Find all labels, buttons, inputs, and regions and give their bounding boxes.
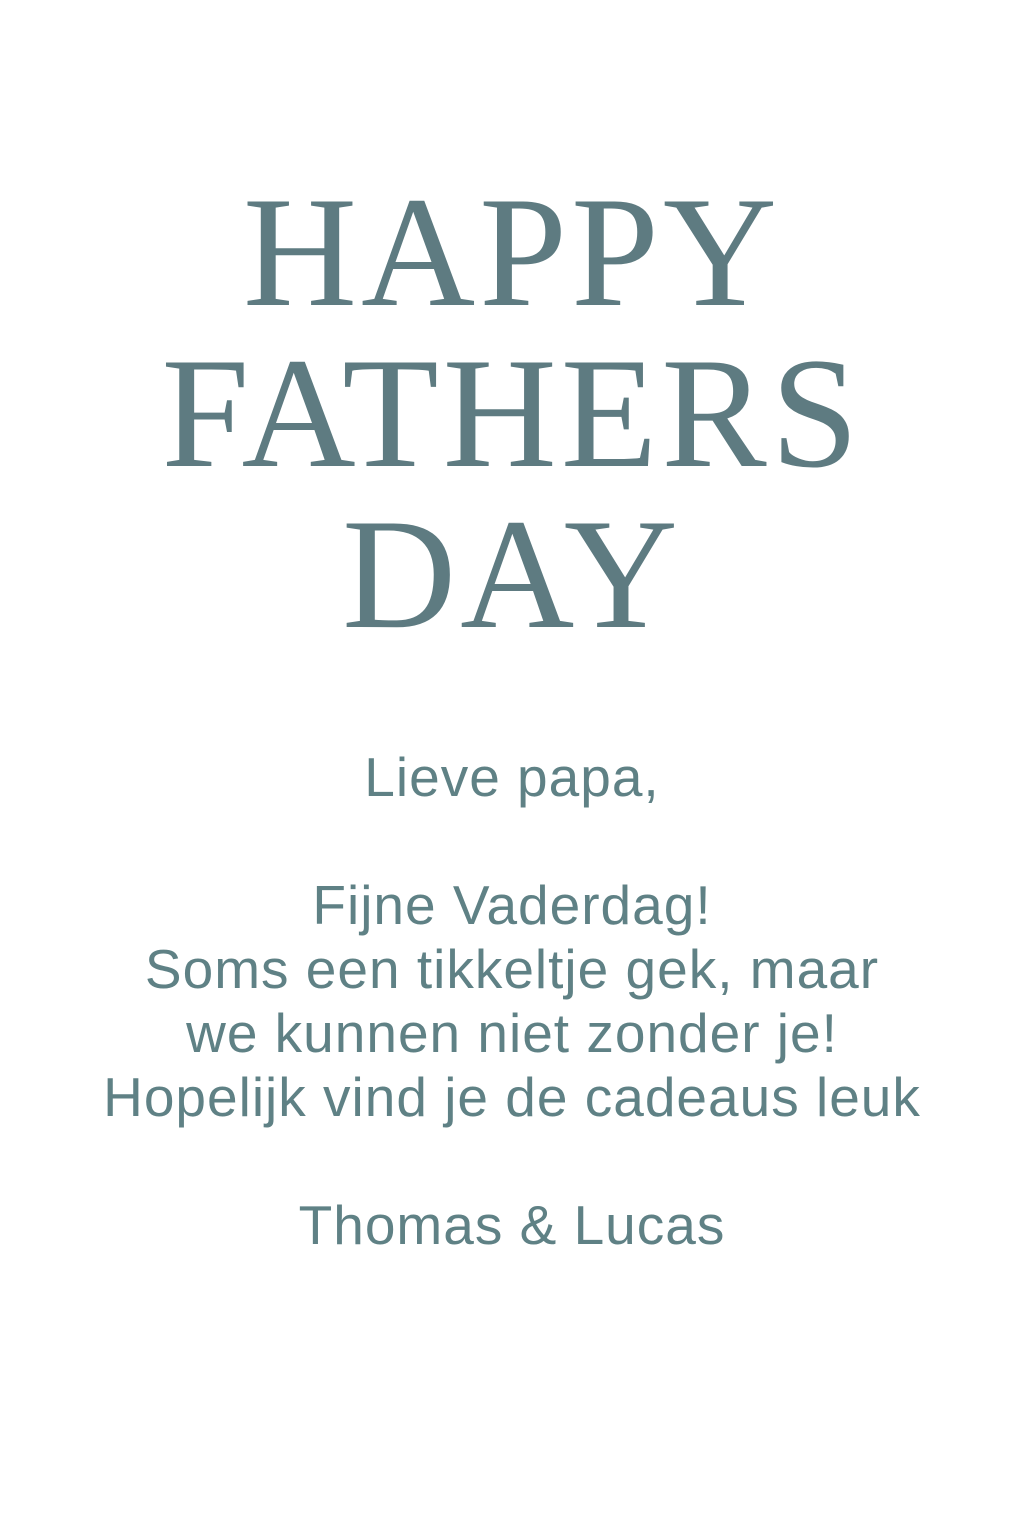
card-message: [0, 745, 1024, 1257]
card-title: [0, 0, 1024, 662]
message-line-4: Hopelijk vind je de cadeaus leuk: [103, 1066, 921, 1128]
message-line-2: Soms een tikkeltje gek, maar: [144, 938, 880, 1000]
message-line-1: Fijne Vaderdag!: [312, 874, 712, 936]
title-line-fathers: FATHERS: [161, 326, 863, 501]
signature-line: Thomas & Lucas: [298, 1194, 726, 1256]
title-line-day: DAY: [342, 487, 682, 662]
greeting-line: Lieve papa,: [364, 746, 660, 808]
message-line-3: we kunnen niet zonder je!: [186, 1002, 838, 1064]
title-line-happy: HAPPY: [242, 165, 782, 340]
